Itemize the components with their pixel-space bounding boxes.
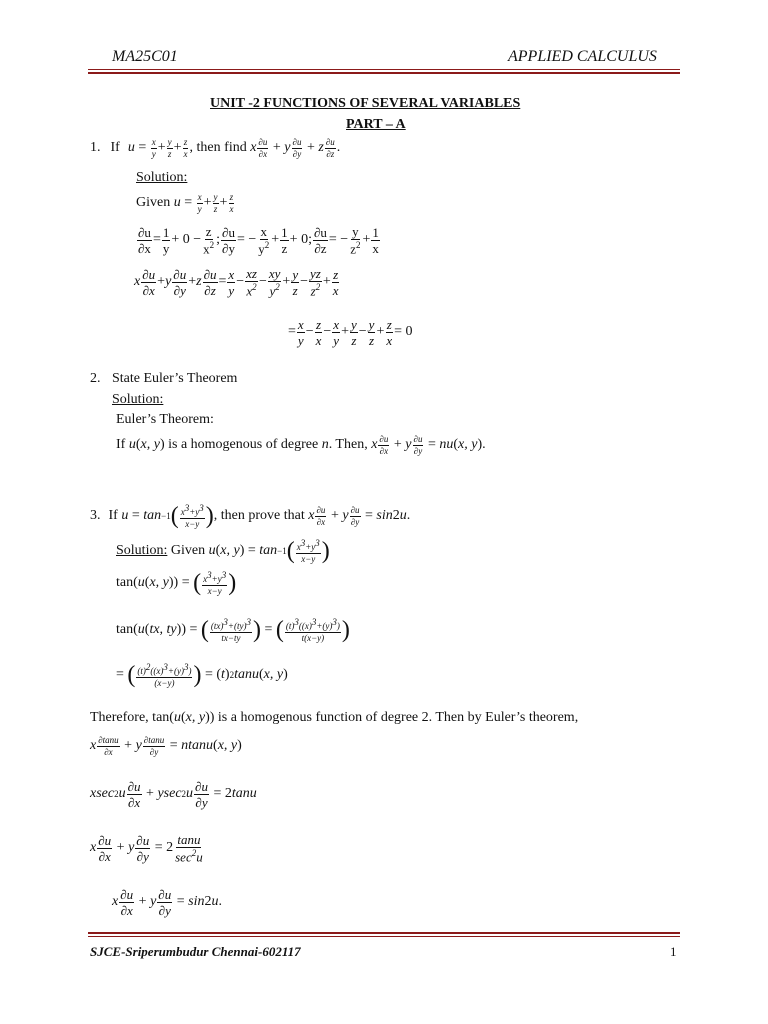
q2-solution-label: Solution: (112, 392, 164, 407)
q1-given: Given u = x y + y z + z x (136, 191, 234, 214)
q1-sum: x ∂u ∂x + y ∂u ∂y + z ∂u ∂z = x y − xz $x^2$ − xy $y^2$ + y z − yz $z^2$ + z x (134, 265, 339, 299)
q3-final: x ∂u ∂x + y ∂u ∂y = sin 2 u . (112, 886, 222, 918)
footer-institution: SJCE-Sriperumbudur Chennai-602117 (90, 944, 301, 959)
given-label: Given (170, 543, 206, 558)
page-number: 1 (670, 944, 677, 959)
then-label: . Then, (328, 437, 368, 452)
question-3: 3. If u = tan −1 ( $x^3+y^3$ x−y ) , then prove that x ∂u ∂x + y ∂u ∂y = sin 2 u . (90, 502, 411, 529)
question-text: State Euler’s Theorem (112, 371, 238, 386)
given-label: Given (136, 195, 171, 210)
q1-solution-label: Solution: (136, 170, 188, 185)
therefore-text-a: Therefore, tan (90, 710, 170, 725)
q3-tan-result: = ( $(t)^2((x)^3+(y)^3)$ (x−y) ) = ( t ) 2 tanu ( x, y ) (116, 661, 288, 688)
q3-tan-u: tan( u ( x, y )) = ( $x^3+y^3$ x−y ) (116, 569, 237, 596)
q3-solution-label: Solution: (116, 543, 168, 558)
if-label: If (116, 437, 126, 452)
footer-rule-bottom (88, 936, 680, 937)
euler-statement: If u ( x, y ) is a homogenous of degree n . Then, x ∂u ∂x + y ∂u ∂y = nu ( x, y ). (116, 433, 486, 456)
question-1: 1. If u = x y + y z + z x , then find x ∂u ∂x + y ∂u ∂y + z ∂u ∂z . (90, 136, 341, 159)
q1-result: = x y − z x − x y + y z − y z + z x = 0 (288, 316, 413, 348)
question-number: 1. (90, 140, 101, 155)
part-title: PART – A (346, 117, 406, 132)
q3-sec-step: xsec 2 u ∂u ∂x + ysec 2 u ∂u ∂y = 2 tanu (90, 778, 257, 810)
question-number: 2. (90, 371, 101, 386)
q3-therefore: Therefore, tan ( u ( x, y )) is a homogenous function of degree 2. Then by Euler’s theorem, (90, 710, 579, 725)
q3-euler-apply: x ∂tanu ∂x + y ∂tanu ∂y = ntanu ( x, y ) (90, 734, 242, 757)
header-rule-bottom (88, 72, 680, 74)
course-code: MA25C01 (112, 48, 178, 65)
header-rule-top (88, 69, 680, 70)
if-label: If (110, 140, 120, 155)
statement-text: is a homogenous of degree (168, 437, 319, 452)
therefore-text-b: is a homogenous function of degree 2. Then by Euler’s theorem, (217, 710, 579, 725)
q1-partials: ∂u ∂x = 1 y + 0 − z $x^2$ ; ∂u ∂y = − x $y^2$ + 1 z + 0; ∂u ∂z = − y $z^2$ + 1 x (138, 223, 379, 257)
q3-tan-tx: tan( u ( tx, ty )) = ( (tx)$^3$+(ty)$^3$ tx−ty ) = ( $(t)^3((x)^3+(y)^3)$ t(x−y) ) (116, 616, 350, 643)
course-title: APPLIED CALCULUS (508, 48, 657, 65)
then-label: , then find (189, 140, 247, 155)
q3-given: Solution: Given u ( x, y ) = tan −1 ( $x^3+y^3$ x−y ) (116, 537, 330, 564)
if-label: If (108, 508, 118, 523)
footer-rule-top (88, 932, 680, 934)
unit-title: UNIT -2 FUNCTIONS OF SEVERAL VARIABLES (210, 96, 521, 111)
euler-theorem-label: Euler’s Theorem: (116, 412, 214, 427)
question-2 (90, 371, 237, 387)
q3-divide-step: x ∂u ∂x + y ∂u ∂y = 2 tanu $\sec^2u$ (90, 831, 203, 865)
then-label: , then prove that (213, 508, 305, 523)
question-number: 3. (90, 508, 101, 523)
